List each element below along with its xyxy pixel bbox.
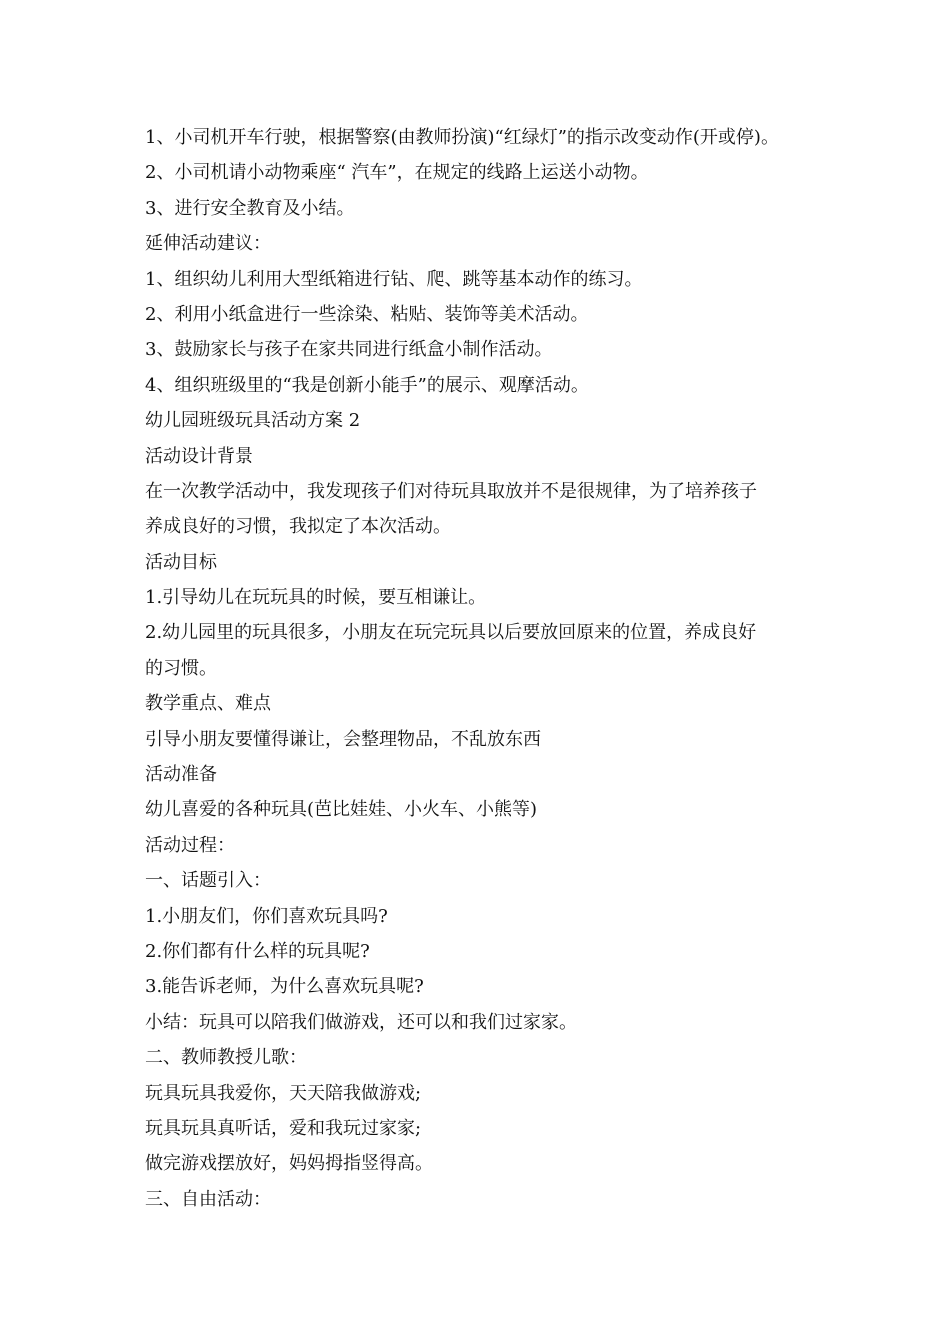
text-line: 4、组织班级里的“我是创新小能手”的展示、观摩活动。: [145, 374, 589, 396]
text-line: 1、组织幼儿利用大型纸箱进行钻、爬、跳等基本动作的练习。: [145, 268, 643, 290]
text-line: 1.引导幼儿在玩玩具的时候，要互相谦让。: [145, 587, 487, 609]
document-body: [145, 120, 825, 1217]
text-line: 1、小司机开车行驶，根据警察(由教师扮演)“红绿灯”的指示改变动作(开或停)。: [145, 127, 779, 148]
section-heading: 教学重点、难点: [145, 693, 271, 715]
text-line: 幼儿喜爱的各种玩具(芭比娃娃、小火车、小熊等): [145, 799, 538, 821]
text-line: 3、进行安全教育及小结。: [145, 197, 355, 219]
text-line: 在一次教学活动中，我发现孩子们对待玩具取放并不是很规律，为了培养孩子: [145, 480, 757, 502]
section-heading: 活动准备: [145, 764, 217, 786]
text-line: 2、小司机请小动物乘座“ 汽车”，在规定的线路上运送小动物。: [145, 162, 649, 184]
section-heading: 活动目标: [145, 551, 217, 573]
text-line: 3.能告诉老师，为什么喜欢玩具呢?: [145, 976, 424, 998]
section-heading: 活动设计背景: [145, 445, 253, 467]
text-line: 2.幼儿园里的玩具很多，小朋友在玩完玩具以后要放回原来的位置，养成良好: [145, 622, 757, 644]
section-heading: 活动过程：: [145, 834, 235, 856]
text-line: 小结：玩具可以陪我们做游戏，还可以和我们过家家。: [145, 1011, 577, 1033]
text-line: 养成良好的习惯，我拟定了本次活动。: [145, 516, 451, 538]
text-line: 玩具玩具我爱你，天天陪我做游戏;: [145, 1082, 422, 1104]
text-line: 2.你们都有什么样的玩具呢?: [145, 940, 370, 962]
section-heading: 二、教师教授儿歌：: [145, 1047, 307, 1069]
document-title: 幼儿园班级玩具活动方案 2: [145, 410, 361, 432]
section-heading: 延伸活动建议：: [145, 233, 271, 255]
text-line: 玩具玩具真听话，爱和我玩过家家;: [145, 1117, 422, 1139]
section-heading: 一、话题引入：: [145, 870, 271, 892]
text-line: 的习惯。: [145, 657, 217, 679]
text-line: 做完游戏摆放好，妈妈拇指竖得高。: [145, 1153, 433, 1175]
text-line: 引导小朋友要懂得谦让，会整理物品，不乱放东西: [145, 728, 541, 750]
section-heading: 三、自由活动：: [145, 1188, 271, 1210]
text-line: 3、鼓励家长与孩子在家共同进行纸盒小制作活动。: [145, 339, 553, 361]
text-line: 2、利用小纸盒进行一些涂染、粘贴、装饰等美术活动。: [145, 303, 589, 325]
text-line: 1.小朋友们，你们喜欢玩具吗?: [145, 905, 388, 927]
